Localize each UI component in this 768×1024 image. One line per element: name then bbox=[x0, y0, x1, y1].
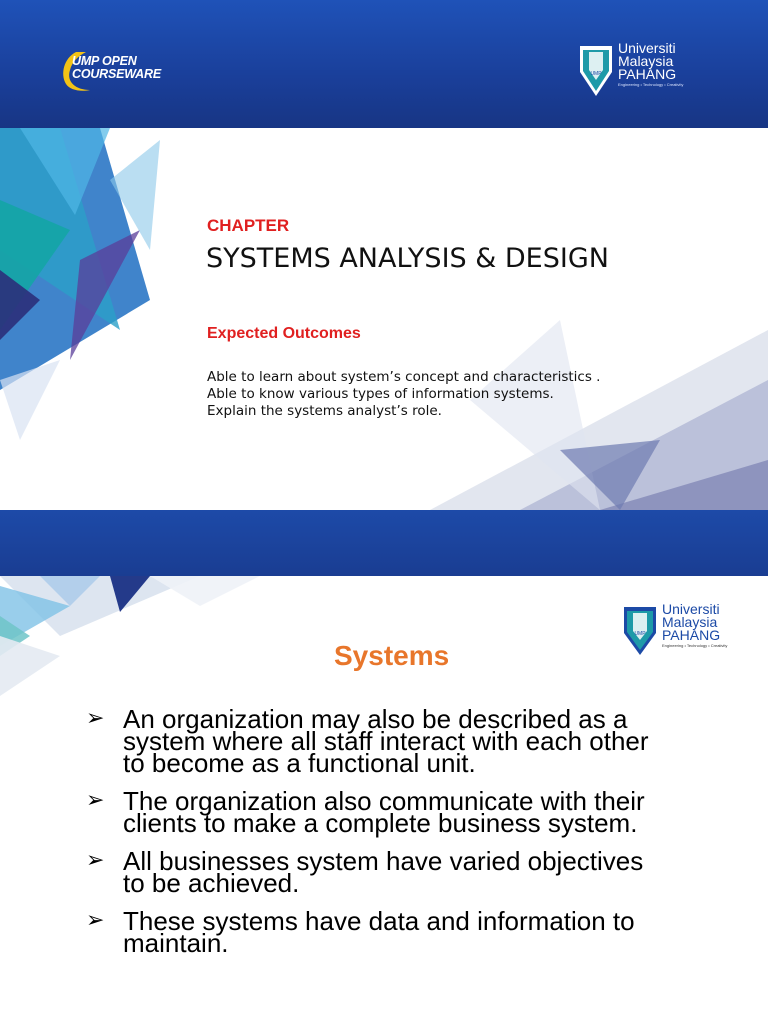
university-tagline: Engineering • Technology • Creativity bbox=[618, 82, 684, 87]
outcome-item: Explain the systems analyst’s role. bbox=[207, 403, 442, 419]
bullet-line: All businesses system have varied objectives bbox=[123, 846, 644, 876]
university-name-line1: Universiti bbox=[618, 40, 676, 56]
university-logo bbox=[578, 42, 683, 98]
bottom-banner bbox=[0, 510, 768, 576]
bullet-line: The organization also communicate with their bbox=[123, 786, 645, 816]
university-name-line1: Universiti bbox=[662, 601, 720, 617]
bullet-line: maintain. bbox=[123, 928, 229, 958]
slide-title: Systems bbox=[334, 640, 450, 671]
bullet-line: clients to make a complete business system. bbox=[123, 808, 638, 838]
arrow-bullet-icon: ➢ bbox=[86, 848, 105, 873]
expected-outcomes-heading: Expected Outcomes bbox=[207, 325, 361, 342]
university-name-line3: PAHANG bbox=[618, 66, 677, 82]
bullet-line: system where all staff interact with each other bbox=[123, 726, 649, 756]
university-logo bbox=[622, 603, 727, 657]
ump-logo-line2: COURSEWARE bbox=[72, 67, 161, 81]
bullet-list bbox=[86, 704, 756, 970]
bullet-item bbox=[86, 786, 756, 838]
bullet-item bbox=[86, 704, 756, 778]
ump-open-courseware-logo bbox=[60, 48, 180, 94]
outcome-item: Able to learn about system’s concept and characteristics . bbox=[207, 369, 601, 385]
bullet-line: to become as a functional unit. bbox=[123, 748, 476, 778]
bullet-line: These systems have data and information to bbox=[123, 906, 635, 936]
arrow-bullet-icon: ➢ bbox=[86, 706, 105, 731]
university-name-line2: Malaysia bbox=[618, 53, 674, 69]
bullet-item bbox=[86, 906, 756, 958]
university-name-line2: Malaysia bbox=[662, 614, 718, 630]
arrow-bullet-icon: ➢ bbox=[86, 788, 105, 813]
bullet-line: An organization may also be described as a bbox=[123, 704, 628, 734]
bullet-line: to be achieved. bbox=[123, 868, 300, 898]
university-shield-icon bbox=[622, 603, 658, 657]
outcome-item: Able to know various types of information systems. bbox=[207, 386, 554, 402]
shield-label: UMP bbox=[634, 631, 646, 637]
chapter-title: SYSTEMS ANALYSIS & DESIGN bbox=[206, 243, 609, 274]
expected-outcomes-list bbox=[207, 369, 600, 420]
bullet-item bbox=[86, 846, 756, 898]
university-shield-icon bbox=[578, 42, 614, 98]
university-tagline: Engineering • Technology • Creativity bbox=[662, 643, 728, 648]
university-name-line3: PAHANG bbox=[662, 627, 721, 643]
systems-slide bbox=[0, 576, 768, 1024]
ump-logo-line1: UMP OPEN bbox=[72, 54, 137, 68]
chapter-label: CHAPTER bbox=[207, 216, 290, 235]
shield-label: UMP bbox=[590, 71, 602, 77]
arrow-bullet-icon: ➢ bbox=[86, 908, 105, 933]
